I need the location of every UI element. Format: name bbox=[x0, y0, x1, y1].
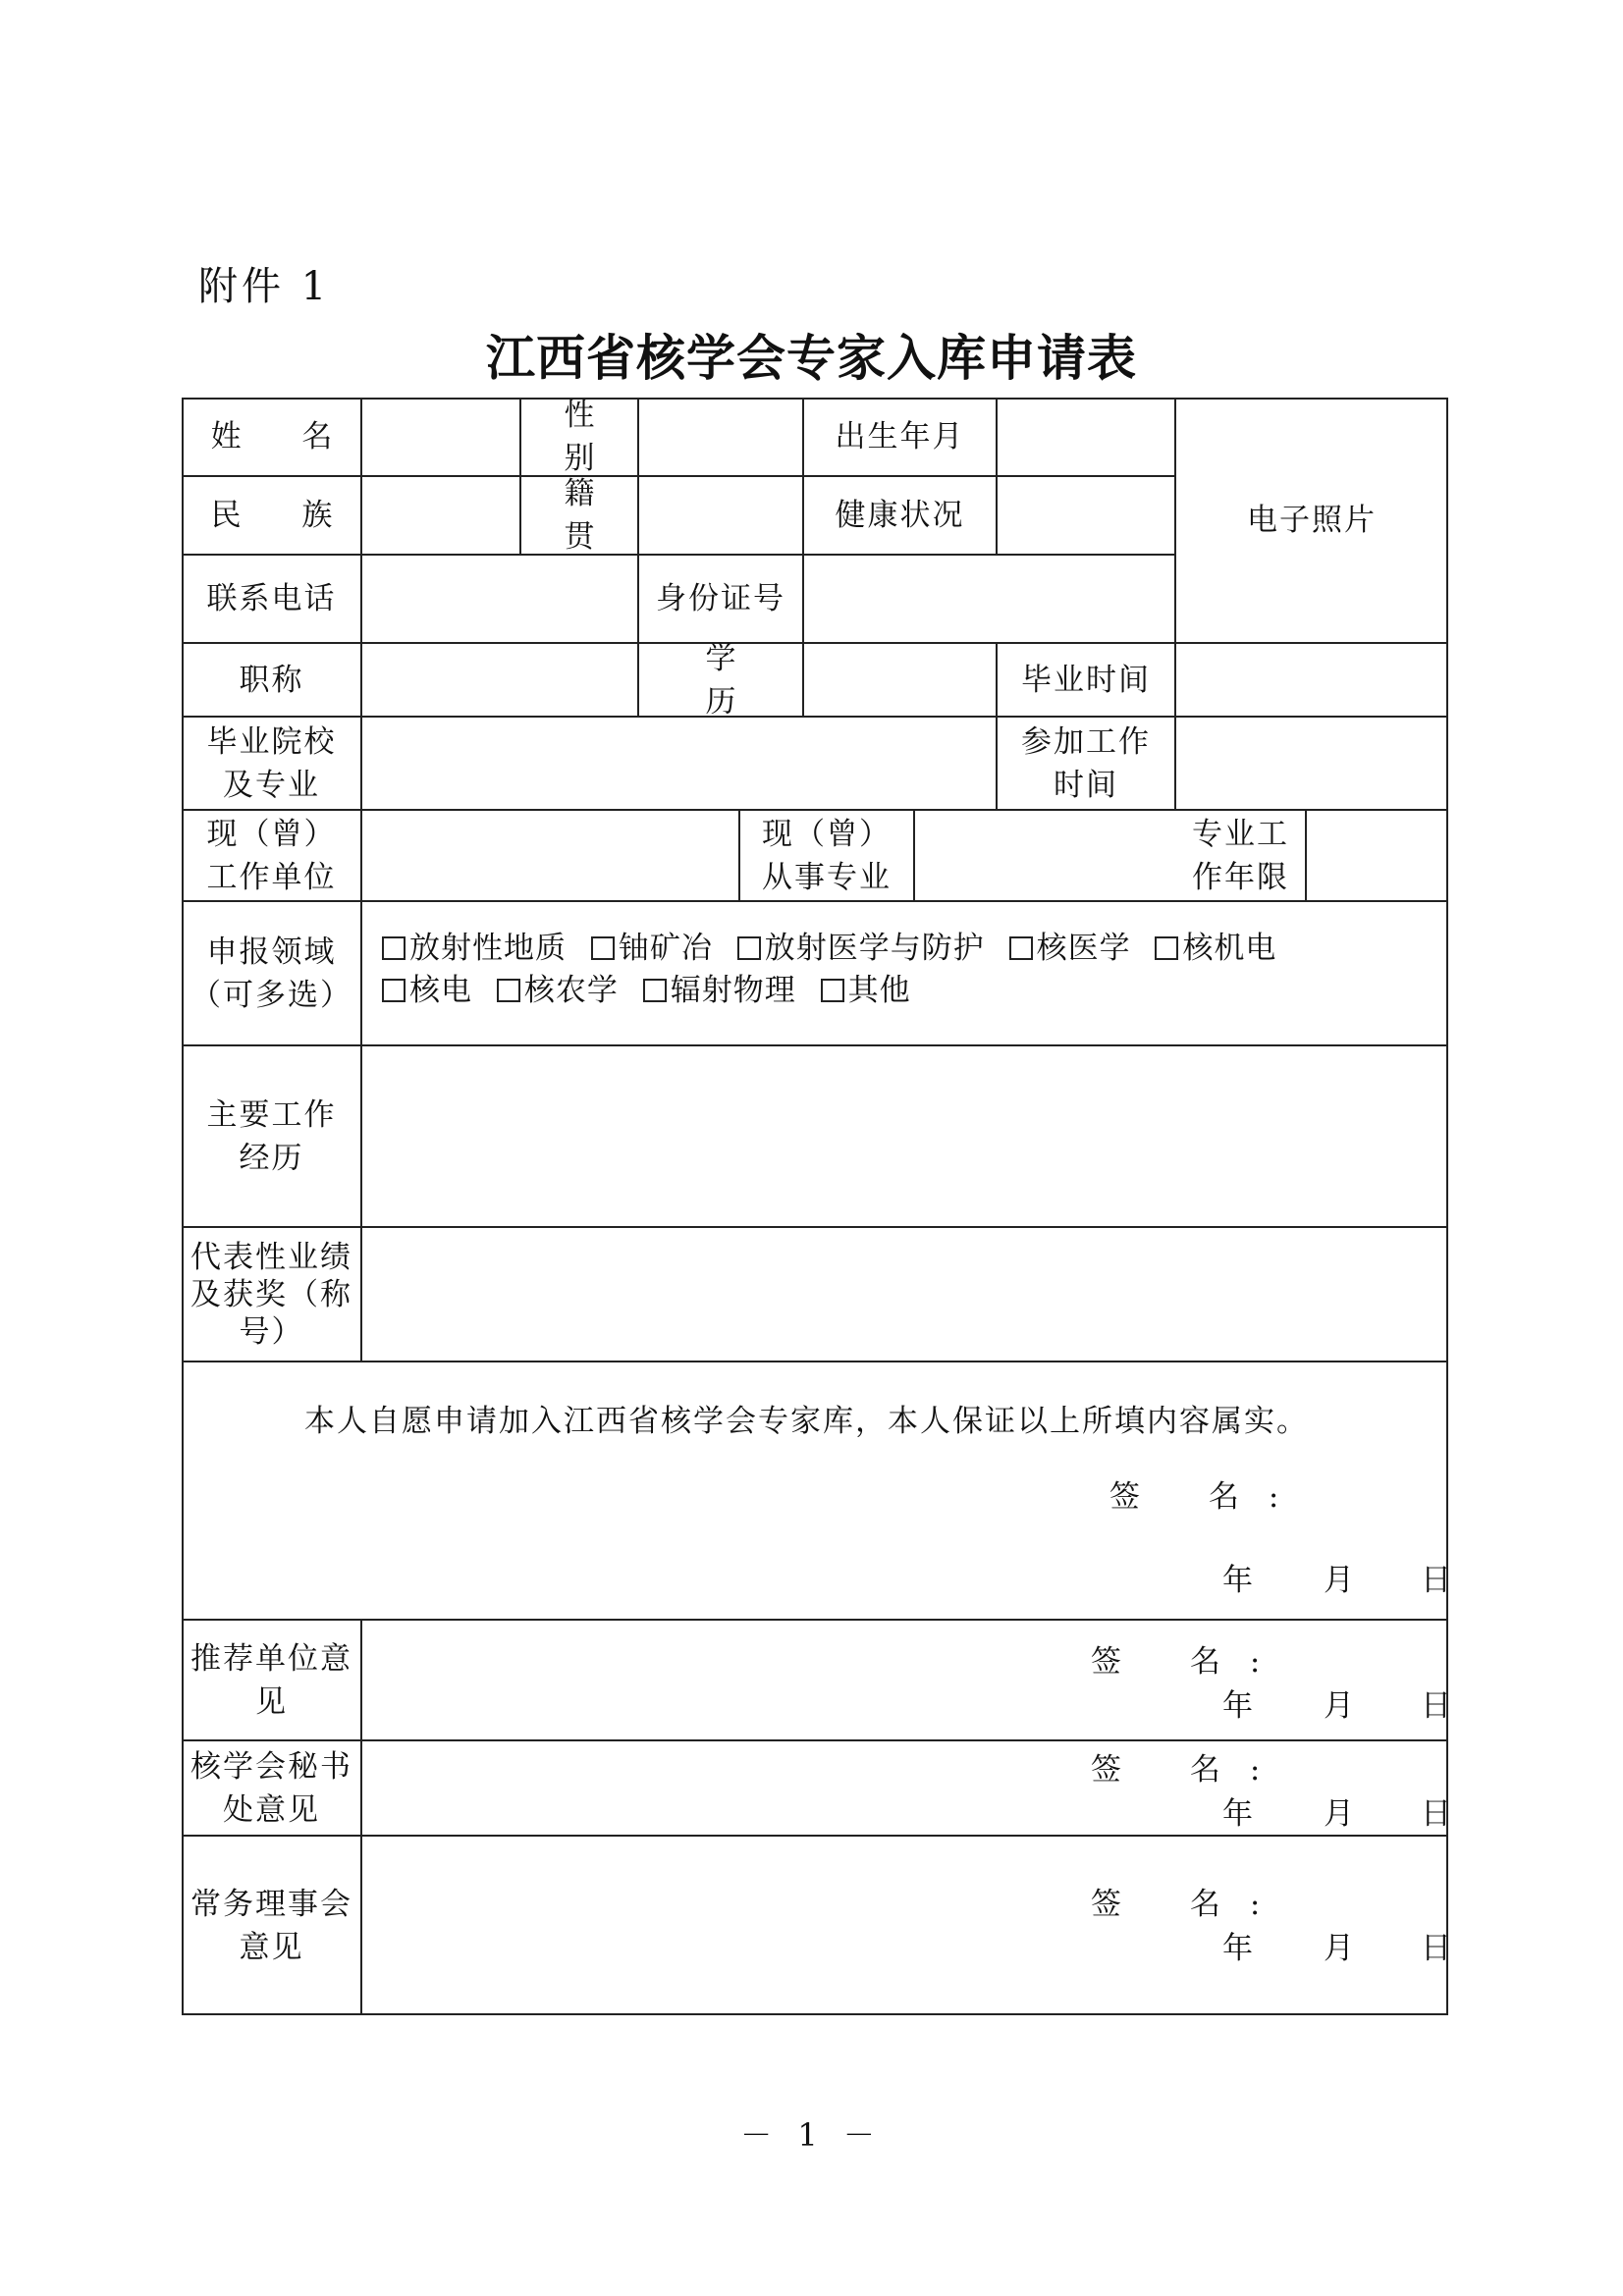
phone-field[interactable] bbox=[361, 555, 638, 643]
recommend-sign-label: 签 名: bbox=[1091, 1644, 1290, 1680]
photo-area[interactable]: 电子照片 bbox=[1247, 503, 1377, 538]
recommend-day: 日 bbox=[1421, 1688, 1453, 1724]
checkbox-icon[interactable] bbox=[1009, 936, 1033, 960]
work-start-field[interactable] bbox=[1175, 717, 1448, 810]
birth-field[interactable] bbox=[997, 398, 1175, 476]
experience-field[interactable] bbox=[361, 1045, 1448, 1227]
checkbox-icon[interactable] bbox=[591, 936, 615, 960]
health-label: 健康状况 bbox=[835, 498, 965, 533]
domain-option[interactable]: 核医学 bbox=[1007, 931, 1131, 966]
council-month: 月 bbox=[1324, 1931, 1356, 1966]
domain-option[interactable]: 核机电 bbox=[1153, 931, 1276, 966]
title-rank-label: 职称 bbox=[239, 662, 304, 698]
years-label: 专业工 作年限 bbox=[1192, 816, 1289, 895]
domain-options bbox=[380, 928, 1401, 1012]
recommend-year: 年 bbox=[1222, 1688, 1255, 1724]
secretariat-sign-label: 签 名: bbox=[1091, 1752, 1290, 1788]
secretariat-month: 月 bbox=[1324, 1796, 1356, 1832]
form-title: 江西省核学会专家入库申请表 bbox=[486, 329, 1137, 387]
ethnicity-field[interactable] bbox=[361, 476, 520, 555]
council-year: 年 bbox=[1222, 1931, 1255, 1966]
application-form-table bbox=[182, 398, 1453, 2015]
checkbox-icon[interactable] bbox=[1155, 936, 1178, 960]
council-label: 常务理事会 意见 bbox=[190, 1886, 352, 1965]
domain-label: 申报领域 （可多选） bbox=[190, 934, 352, 1013]
major-label: 现（曾） 从事专业 bbox=[762, 816, 892, 895]
checkbox-icon[interactable] bbox=[643, 979, 667, 1002]
domain-option[interactable]: 放射医学与防护 bbox=[735, 931, 985, 966]
name-label: 姓 名 bbox=[210, 419, 358, 454]
birth-label: 出生年月 bbox=[835, 419, 965, 454]
health-field[interactable] bbox=[997, 476, 1175, 555]
checkbox-icon[interactable] bbox=[497, 979, 520, 1002]
domain-option[interactable]: 铀矿冶 bbox=[589, 931, 713, 966]
title-rank-field[interactable] bbox=[361, 643, 638, 717]
achievements-field[interactable] bbox=[361, 1227, 1448, 1362]
checkbox-icon[interactable] bbox=[821, 979, 844, 1002]
declaration-year: 年 bbox=[1222, 1563, 1255, 1598]
gender-label: 性 别 bbox=[564, 398, 621, 476]
native-place-field[interactable] bbox=[638, 476, 803, 555]
secretariat-year: 年 bbox=[1222, 1796, 1255, 1832]
years-field[interactable] bbox=[1306, 810, 1448, 901]
domain-option[interactable]: 其他 bbox=[819, 973, 911, 1008]
page-number: － 1 － bbox=[740, 2116, 883, 2154]
attachment-label: 附件 1 bbox=[198, 264, 331, 309]
gender-field[interactable] bbox=[638, 398, 803, 476]
council-opinion-field[interactable] bbox=[361, 1836, 1448, 2015]
recommend-month: 月 bbox=[1324, 1688, 1356, 1724]
school-label: 毕业院校 及专业 bbox=[206, 723, 337, 803]
declaration-text: 本人自愿申请加入江西省核学会专家库，本人保证以上所填内容属实。 bbox=[304, 1404, 1309, 1439]
major-field[interactable] bbox=[914, 810, 1175, 901]
council-sign-label: 签 名: bbox=[1091, 1887, 1290, 1922]
checkbox-icon[interactable] bbox=[737, 936, 761, 960]
ethnicity-label: 民 族 bbox=[210, 498, 358, 533]
domain-option[interactable]: 核农学 bbox=[495, 973, 619, 1008]
unit-label: 现（曾） 工作单位 bbox=[206, 816, 337, 895]
phone-label: 联系电话 bbox=[206, 581, 337, 616]
domain-option[interactable]: 核电 bbox=[380, 973, 472, 1008]
declaration-sign-label: 签 名: bbox=[1109, 1479, 1309, 1515]
checkbox-icon[interactable] bbox=[382, 979, 406, 1002]
education-field[interactable] bbox=[803, 643, 997, 717]
id-number-label: 身份证号 bbox=[656, 581, 785, 616]
native-place-label: 籍 贯 bbox=[564, 476, 621, 555]
grad-time-label: 毕业时间 bbox=[1021, 662, 1151, 698]
work-start-label: 参加工作 时间 bbox=[1021, 723, 1151, 803]
checkbox-icon[interactable] bbox=[382, 936, 406, 960]
domain-option[interactable]: 辐射物理 bbox=[641, 973, 796, 1008]
unit-field[interactable] bbox=[361, 810, 739, 901]
secretariat-day: 日 bbox=[1421, 1796, 1453, 1832]
experience-label: 主要工作 经历 bbox=[206, 1096, 337, 1176]
grad-time-field[interactable] bbox=[1175, 643, 1448, 717]
declaration-day: 日 bbox=[1421, 1563, 1453, 1598]
id-number-field[interactable] bbox=[803, 555, 1175, 643]
declaration-month: 月 bbox=[1324, 1563, 1356, 1598]
education-label: 学 历 bbox=[705, 640, 762, 720]
declaration-sign-field[interactable] bbox=[1222, 1477, 1399, 1517]
recommend-label: 推荐单位意 见 bbox=[190, 1640, 352, 1720]
council-day: 日 bbox=[1421, 1931, 1453, 1966]
achievements-label: 代表性业绩 及获奖（称 号） bbox=[190, 1239, 352, 1350]
name-field[interactable] bbox=[361, 398, 520, 476]
domain-option[interactable]: 放射性地质 bbox=[380, 931, 567, 966]
secretariat-label: 核学会秘书 处意见 bbox=[190, 1748, 352, 1828]
school-field[interactable] bbox=[361, 717, 997, 810]
